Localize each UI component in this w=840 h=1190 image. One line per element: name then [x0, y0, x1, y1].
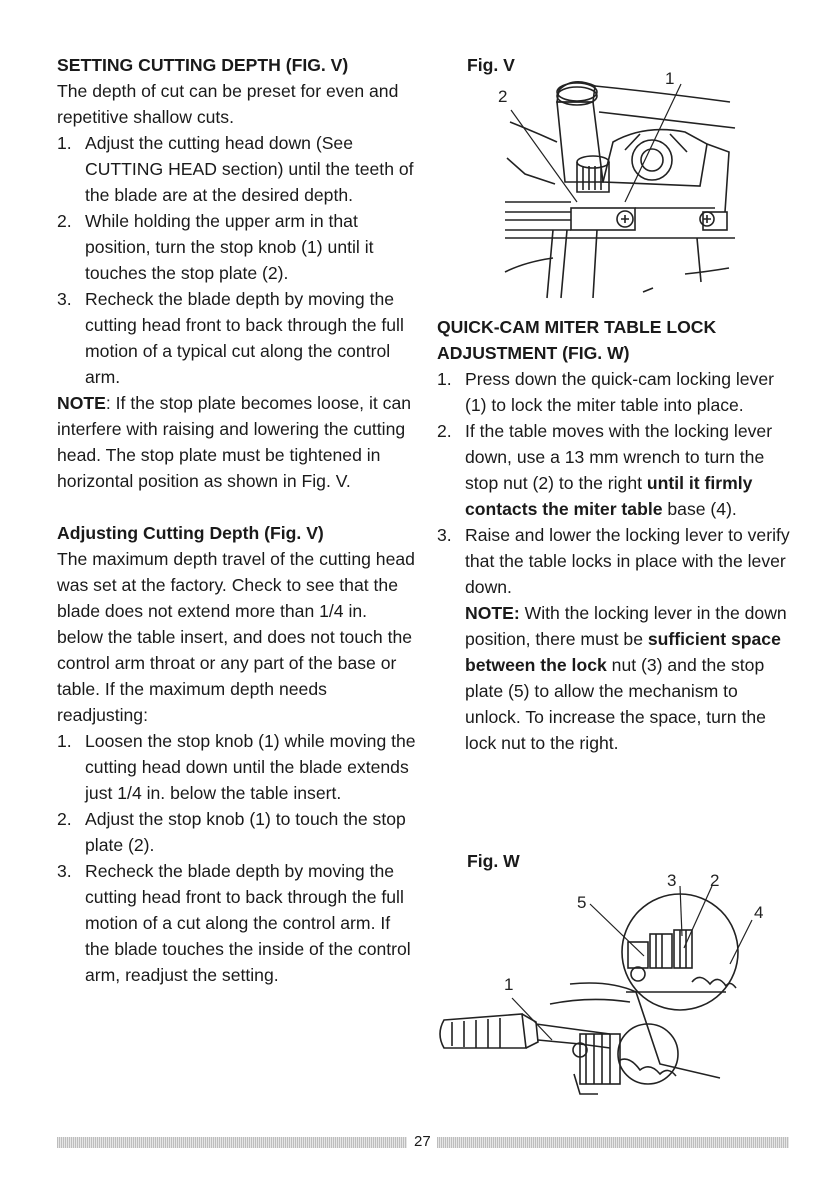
callout-2: 2 [498, 87, 508, 106]
note-label: NOTE [57, 393, 106, 413]
step-text-tail: base (4). [667, 499, 737, 519]
step-text: If the table moves with the locking lever down, use a 13 mm wrench to turn the stop nut (2) to the right [465, 421, 773, 493]
callout-1: 1 [665, 69, 675, 88]
fig-w-illustration [430, 864, 770, 1104]
list-item [437, 366, 792, 418]
callout-1: 1 [504, 975, 514, 994]
step-number: 3. [57, 289, 72, 309]
list-item [57, 728, 417, 806]
adjusting-depth-intro: The maximum depth travel of the cutting head was set at the factory. Check to see that the blade does not extend more than 1/4 in. below the table insert, and does not touch the control arm throat or any part of the base or table. If the maximum depth needs readjusting: [57, 549, 415, 725]
step-text: Adjust the cutting head down (See CUTTING HEAD section) until the teeth of the blade are at the desired depth. [85, 133, 414, 205]
list-item [437, 522, 792, 756]
adjusting-depth-heading: Adjusting Cutting Depth (Fig. V) [57, 523, 324, 543]
callout-3: 3 [667, 871, 677, 890]
step-number: 3. [57, 861, 72, 881]
callout-4: 4 [754, 903, 764, 922]
step-text: Raise and lower the locking lever to verify that the table locks in place with the lever down. [465, 525, 790, 597]
page-number: 27 [414, 1133, 431, 1150]
quick-cam-heading: QUICK-CAM MITER TABLE LOCK ADJUSTMENT (FIG. W) [437, 317, 717, 363]
step-text: Loosen the stop knob (1) while moving the cutting head down until the blade extends just 1/4 in. below the table insert. [85, 731, 416, 803]
setting-cutting-depth-intro: The depth of cut can be preset for even and repetitive shallow cuts. [57, 81, 399, 127]
step-number: 3. [437, 525, 452, 545]
step-number: 1. [437, 369, 452, 389]
list-item [57, 286, 417, 390]
note-label: NOTE: [465, 603, 520, 623]
quick-cam-steps-list [437, 366, 792, 756]
note-text: : If the stop plate becomes loose, it can interfere with raising and lowering the cutting head. The stop plate must be tightened in horizontal position as shown in Fig. V. [57, 393, 412, 491]
setting-note [57, 390, 417, 494]
list-item [57, 208, 417, 286]
note-text: With the locking lever in the down position, there must be [465, 603, 787, 649]
setting-steps-list [57, 130, 417, 390]
fig-w-label: Fig. W [467, 851, 520, 871]
note-text-bold: sufficient space between the lock [465, 629, 781, 675]
fig-v-illustration [495, 62, 745, 302]
right-column [437, 314, 792, 756]
note-text-tail: nut (3) and the stop plate (5) to allow the mechanism to unlock. To increase the space, turn the lock nut to the right. [465, 655, 766, 753]
list-item [57, 806, 417, 858]
step-number: 2. [57, 809, 72, 829]
step-text: Recheck the blade depth by moving the cutting head front to back through the full motion of a typical cut along the control arm. [85, 289, 404, 387]
step-number: 1. [57, 133, 72, 153]
list-item [437, 418, 792, 522]
footer-bar-right [437, 1137, 789, 1148]
setting-cutting-depth-heading: SETTING CUTTING DEPTH (FIG. V) [57, 55, 349, 75]
footer-bar-left [57, 1137, 407, 1148]
fig-v-label: Fig. V [467, 55, 515, 75]
left-column [57, 52, 417, 988]
step-text-bold: until it firmly contacts the miter table [465, 473, 753, 519]
step-number: 1. [57, 731, 72, 751]
callout-5: 5 [577, 893, 587, 912]
page-footer [57, 1133, 789, 1151]
list-item [57, 130, 417, 208]
step-text: Press down the quick-cam locking lever (1) to lock the miter table into place. [465, 369, 774, 415]
step-text: While holding the upper arm in that position, turn the stop knob (1) until it touches the stop plate (2). [85, 211, 374, 283]
step-text: Adjust the stop knob (1) to touch the stop plate (2). [85, 809, 406, 855]
list-item [57, 858, 417, 988]
callout-2: 2 [710, 871, 720, 890]
step-text: Recheck the blade depth by moving the cutting head front to back through the full motion of a cut along the control arm. If the blade touches the inside of the control arm, readjust the setting. [85, 861, 411, 985]
step-number: 2. [437, 421, 452, 441]
adjusting-steps-list [57, 728, 417, 988]
step-number: 2. [57, 211, 72, 231]
